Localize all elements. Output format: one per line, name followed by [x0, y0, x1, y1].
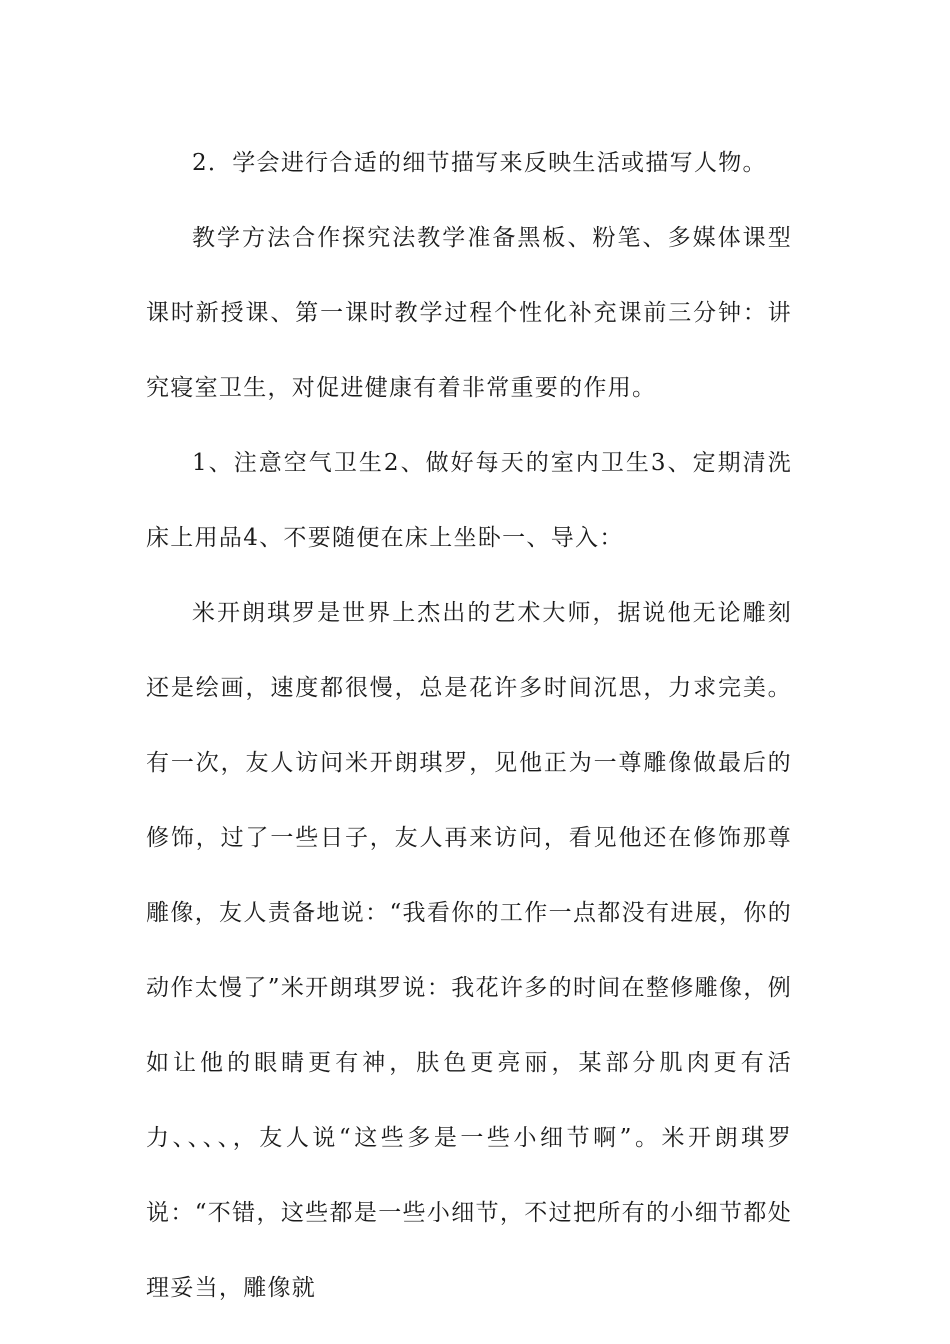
- paragraph-michelangelo-story: 米开朗琪罗是世界上杰出的艺术大师，据说他无论雕刻还是绘画，速度都很慢，总是花许多时间沉思，力求完美。有一次，友人访问米开朗琪罗，见他正为一尊雕像做最后的修饰，过了一些日子，友人再来访问，看见他还在修饰那尊雕像，友人责备地说：“我看你的工作一点都没有进展，你的动作太慢了”米开朗琪罗说：我花许多的时间在整修雕像，例如让他的眼睛更有神，肤色更亮丽，某部分肌肉更有活力、、、、，友人说“这些多是一些小细节啊”。米开朗琪罗说：“不错，这些都是一些小细节，不过把所有的小细节都处理妥当，雕像就: [146, 600, 792, 1301]
- paragraph-teaching-method: 教学方法合作探究法教学准备黑板、粉笔、多媒体课型课时新授课、第一课时教学过程个性化补充课前三分钟：讲究寝室卫生，对促进健康有着非常重要的作用。: [146, 225, 792, 401]
- document-body: [146, 126, 792, 1326]
- paragraph-objective-2: 2．学会进行合适的细节描写来反映生活或描写人物。: [192, 150, 767, 176]
- paragraph-dorm-hygiene-list: 1、注意空气卫生2、做好每天的室内卫生3、定期清洗床上用品4、不要随便在床上坐卧一、导入：: [146, 450, 792, 551]
